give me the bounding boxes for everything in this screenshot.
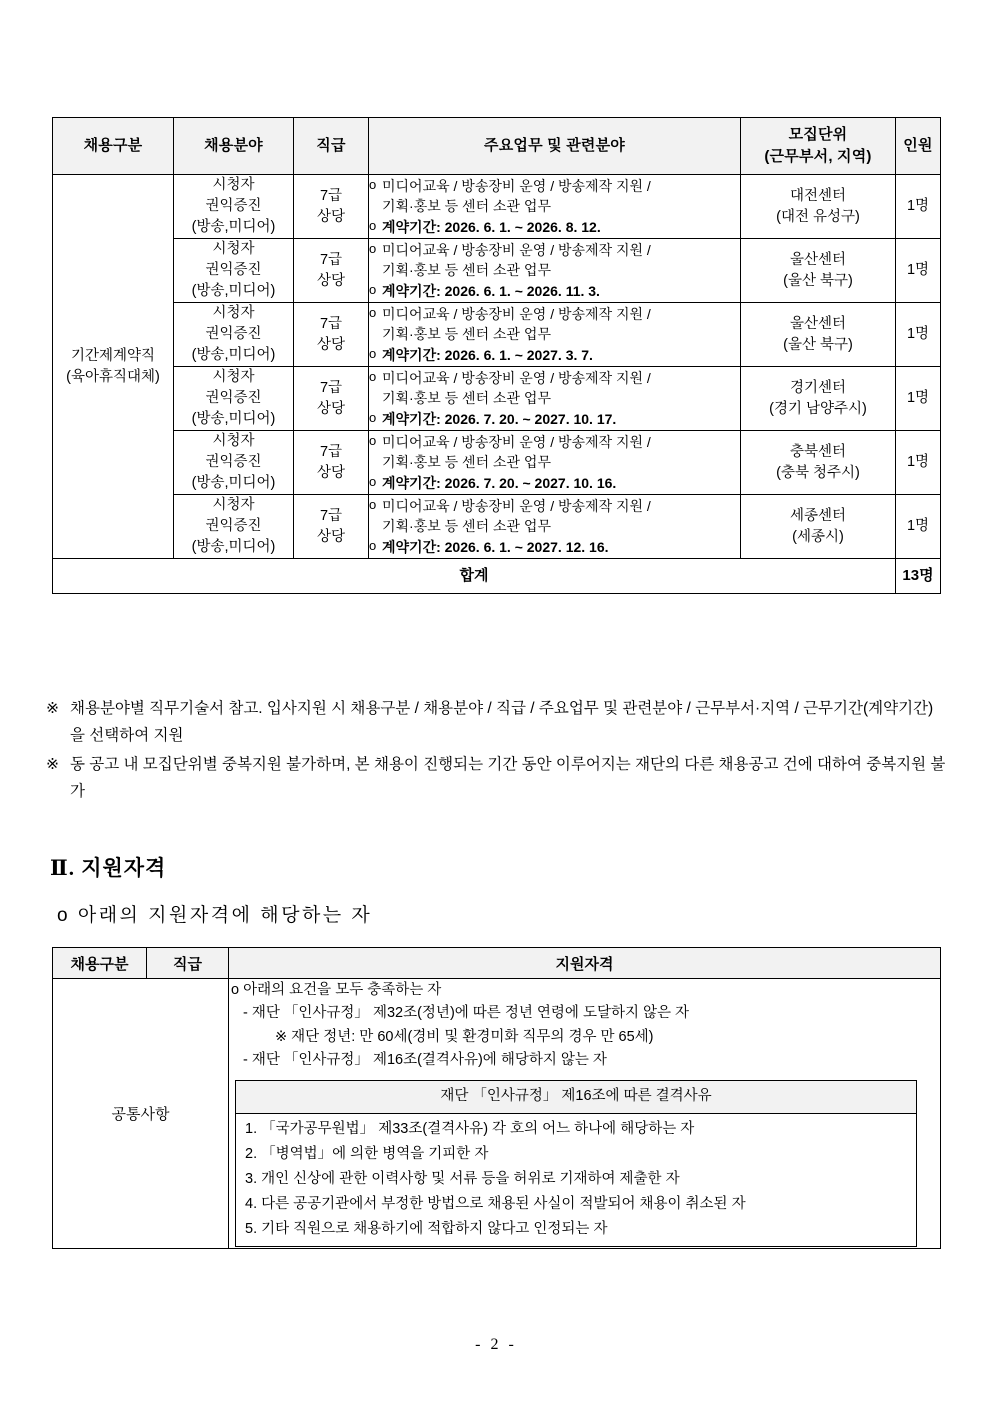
employment-type-line2: (육아휴직대체) <box>66 368 160 385</box>
field-line2: 권익증진 <box>205 454 262 471</box>
disqualification-box <box>235 1080 917 1247</box>
qualification-table-header <box>53 948 941 979</box>
grade-line2: 상당 <box>316 528 345 545</box>
duty-main <box>369 304 740 345</box>
duty-contract <box>369 537 740 557</box>
grade-line1: 7급 <box>319 443 343 460</box>
employment-type-line1: 기간제계약직 <box>70 347 156 364</box>
unit-line2: (경기 남양주시) <box>769 400 867 417</box>
grade-line2: 상당 <box>316 336 345 353</box>
total-count: 13명 <box>896 559 941 594</box>
note-text: 동 공고 내 모집단위별 중복지원 불가하며, 본 채용이 진행되는 기간 동안 이루어지는 재단의 다른 채용공고 건에 대하여 중복지원 불가 <box>70 756 946 801</box>
field-line3: (방송,미디어) <box>191 411 276 428</box>
cell-grade <box>294 239 369 303</box>
cell-common-label: 공통사항 <box>53 979 229 1249</box>
cell-count: 1명 <box>896 175 941 239</box>
duty-line1: 미디어교육 / 방송장비 운영 / 방송제작 지원 / <box>382 369 651 386</box>
qual-line-1: - 재단 「인사규정」 제32조(정년)에 따른 정년 연령에 도달하지 않은 자 <box>243 1005 690 1022</box>
table-header-row <box>53 118 941 175</box>
cell-grade <box>294 175 369 239</box>
table-row <box>53 239 941 303</box>
duty-line1: 미디어교육 / 방송장비 운영 / 방송제작 지원 / <box>382 241 651 258</box>
list-item: 3. 개인 신상에 관한 이력사항 및 서류 등을 허위로 기재하여 제출한 자 <box>245 1171 680 1188</box>
col-header-grade: 직급 <box>294 118 369 175</box>
grade-line2: 상당 <box>316 464 345 481</box>
duty-contract <box>369 281 740 301</box>
unit-line2: (울산 북구) <box>783 272 853 289</box>
unit-line1: 충북센터 <box>789 443 847 460</box>
duty-line1: 미디어교육 / 방송장비 운영 / 방송제작 지원 / <box>382 433 651 450</box>
qual-line-2: ※ 재단 정년: 만 60세(경비 및 환경미화 직무의 경우 만 65세) <box>275 1028 654 1045</box>
cell-duty <box>369 495 741 559</box>
field-line3: (방송,미디어) <box>191 539 276 556</box>
duty-contract <box>369 473 740 493</box>
duty-line1: 미디어교육 / 방송장비 운영 / 방송제작 지원 / <box>382 177 651 194</box>
cell-unit <box>741 495 896 559</box>
cell-count: 1명 <box>896 431 941 495</box>
unit-line2: (충북 청주시) <box>776 464 860 481</box>
duty-main <box>369 176 740 217</box>
cell-grade <box>294 495 369 559</box>
table-row <box>53 367 941 431</box>
grade-line2: 상당 <box>316 400 345 417</box>
col-header-qualification: 지원자격 <box>229 948 941 979</box>
cell-field <box>174 239 294 303</box>
list-bullet: o <box>369 474 377 490</box>
cell-unit <box>741 431 896 495</box>
duty-line2: 계약기간: 2026. 7. 20. ~ 2027. 10. 16. <box>382 475 617 492</box>
col-header-type: 채용구분 <box>53 948 147 979</box>
list-bullet: o <box>369 282 377 298</box>
cell-duty <box>369 431 741 495</box>
grade-line2: 상당 <box>316 208 345 225</box>
col-header-field: 채용분야 <box>174 118 294 175</box>
disqualification-list <box>236 1114 916 1246</box>
duty-line2: 계약기간: 2026. 6. 1. ~ 2026. 8. 12. <box>382 219 601 236</box>
cell-qualification-content <box>229 979 941 1249</box>
field-line2: 권익증진 <box>205 198 262 215</box>
cell-grade <box>294 367 369 431</box>
duty-main <box>369 496 740 537</box>
list-bullet: o <box>369 496 377 512</box>
duty-line1b: 기획·홍보 등 센터 소관 업무 <box>382 261 551 278</box>
unit-line1: 세종센터 <box>789 507 847 524</box>
unit-line2: (대전 유성구) <box>776 208 860 225</box>
qualification-table-body <box>53 979 941 1249</box>
list-bullet: o <box>369 538 377 554</box>
section-heading: Ⅱ. 지원자격 <box>50 856 167 880</box>
note-text: 채용분야별 직무기술서 참고. 입사지원 시 채용구분 / 채용분야 / 직급 / 주요업무 및 관련분야 / 근무부서·지역 / 근무기간(계약기간)을 선택하여 지원 <box>70 700 934 745</box>
list-bullet: o <box>369 240 377 256</box>
duty-line1b: 기획·홍보 등 센터 소관 업무 <box>382 390 551 407</box>
duty-line1b: 기획·홍보 등 센터 소관 업무 <box>382 197 551 214</box>
col-header-count: 인원 <box>896 118 941 175</box>
list-bullet: o <box>369 176 377 192</box>
list-bullet: o <box>369 368 377 384</box>
qual-line-0: o 아래의 요건을 모두 충족하는 자 <box>231 982 442 998</box>
qualification-table <box>52 947 941 1249</box>
cell-count: 1명 <box>896 367 941 431</box>
duty-line2: 계약기간: 2026. 6. 1. ~ 2027. 3. 7. <box>382 347 593 364</box>
grade-line2: 상당 <box>316 272 345 289</box>
field-line3: (방송,미디어) <box>191 219 276 236</box>
cell-count: 1명 <box>896 239 941 303</box>
table-row <box>53 303 941 367</box>
field-line1: 시청자 <box>212 241 255 258</box>
page-footer: - 2 - <box>475 1336 517 1353</box>
field-line2: 권익증진 <box>205 326 262 343</box>
duty-line1: 미디어교육 / 방송장비 운영 / 방송제작 지원 / <box>382 497 651 514</box>
col-header-unit-line2: (근무부서, 지역) <box>764 148 872 165</box>
unit-line1: 대전센터 <box>789 187 847 204</box>
table-row <box>53 431 941 495</box>
unit-line1: 울산센터 <box>789 251 847 268</box>
cell-field <box>174 303 294 367</box>
duty-contract <box>369 217 740 237</box>
list-item: 1. 「국가공무원법」 제33조(결격사유) 각 호의 어느 하나에 해당하는 자 <box>245 1121 695 1138</box>
cell-field <box>174 367 294 431</box>
qual-line-3: - 재단 「인사규정」 제16조(결격사유)에 해당하지 않는 자 <box>243 1052 607 1069</box>
list-item: 4. 다른 공공기관에서 부정한 방법으로 채용된 사실이 적발되어 채용이 취소된 자 <box>245 1196 746 1213</box>
field-line2: 권익증진 <box>205 390 262 407</box>
cell-duty <box>369 175 741 239</box>
cell-count: 1명 <box>896 303 941 367</box>
col-header-duty: 주요업무 및 관련분야 <box>369 118 741 175</box>
grade-line1: 7급 <box>319 379 343 396</box>
section-subheading: o 아래의 지원자격에 해당하는 자 <box>57 905 373 926</box>
duty-main <box>369 368 740 409</box>
col-header-unit <box>741 118 896 175</box>
list-item: 2. 「병역법」에 의한 병역을 기피한 자 <box>245 1146 489 1163</box>
cell-field <box>174 495 294 559</box>
cell-employment-type <box>53 175 174 559</box>
duty-contract <box>369 409 740 429</box>
disqualification-box-header: 재단 「인사규정」 제16조에 따른 결격사유 <box>236 1081 916 1114</box>
col-header-unit-line1: 모집단위 <box>788 126 848 144</box>
duty-line2: 계약기간: 2026. 7. 20. ~ 2027. 10. 17. <box>382 411 617 428</box>
cell-field <box>174 175 294 239</box>
col-header-type: 채용구분 <box>53 118 174 175</box>
field-line3: (방송,미디어) <box>191 283 276 300</box>
table-row <box>53 495 941 559</box>
grade-line1: 7급 <box>319 251 343 268</box>
duty-line1b: 기획·홍보 등 센터 소관 업무 <box>382 518 551 535</box>
field-line1: 시청자 <box>212 433 255 450</box>
table-row <box>53 175 941 239</box>
reference-mark: ※ <box>46 756 59 774</box>
duty-line1b: 기획·홍보 등 센터 소관 업무 <box>382 454 551 471</box>
recruitment-table-body <box>53 175 941 594</box>
note-item <box>46 695 946 749</box>
col-header-grade: 직급 <box>147 948 229 979</box>
recruitment-table-header <box>53 118 941 175</box>
grade-line1: 7급 <box>319 507 343 524</box>
duty-contract <box>369 345 740 365</box>
recruitment-table <box>52 117 941 594</box>
list-bullet: o <box>369 346 377 362</box>
grade-line1: 7급 <box>319 315 343 332</box>
field-line2: 권익증진 <box>205 518 262 535</box>
unit-line1: 경기센터 <box>789 379 847 396</box>
duty-line2: 계약기간: 2026. 6. 1. ~ 2027. 12. 16. <box>382 539 609 556</box>
table-total-row <box>53 559 941 594</box>
cell-grade <box>294 431 369 495</box>
duty-line1: 미디어교육 / 방송장비 운영 / 방송제작 지원 / <box>382 305 651 322</box>
list-item: 5. 기타 직원으로 채용하기에 적합하지 않다고 인정되는 자 <box>245 1221 608 1238</box>
total-label: 합계 <box>53 559 896 594</box>
field-line1: 시청자 <box>212 497 255 514</box>
cell-count: 1명 <box>896 495 941 559</box>
notes-block <box>46 695 946 808</box>
table-header-row <box>53 948 941 979</box>
cell-duty <box>369 367 741 431</box>
unit-line2: (세종시) <box>792 528 844 545</box>
cell-field <box>174 431 294 495</box>
duty-line2: 계약기간: 2026. 6. 1. ~ 2026. 11. 3. <box>382 283 600 300</box>
list-bullet: o <box>369 432 377 448</box>
cell-grade <box>294 303 369 367</box>
field-line3: (방송,미디어) <box>191 347 276 364</box>
cell-unit <box>741 175 896 239</box>
cell-duty <box>369 239 741 303</box>
unit-line2: (울산 북구) <box>783 336 853 353</box>
table-row <box>53 979 941 1249</box>
duty-main <box>369 432 740 473</box>
list-bullet: o <box>369 410 377 426</box>
duty-main <box>369 240 740 281</box>
field-line1: 시청자 <box>212 305 255 322</box>
unit-line1: 울산센터 <box>789 315 847 332</box>
list-bullet: o <box>369 304 377 320</box>
field-line1: 시청자 <box>212 177 255 193</box>
note-item <box>46 751 946 805</box>
cell-duty <box>369 303 741 367</box>
field-line1: 시청자 <box>212 369 255 386</box>
cell-unit <box>741 303 896 367</box>
duty-line1b: 기획·홍보 등 센터 소관 업무 <box>382 325 551 342</box>
list-bullet: o <box>369 218 377 234</box>
reference-mark: ※ <box>46 700 59 717</box>
field-line3: (방송,미디어) <box>191 475 276 492</box>
cell-unit <box>741 367 896 431</box>
grade-line1: 7급 <box>319 187 343 204</box>
cell-unit <box>741 239 896 303</box>
field-line2: 권익증진 <box>205 262 262 279</box>
